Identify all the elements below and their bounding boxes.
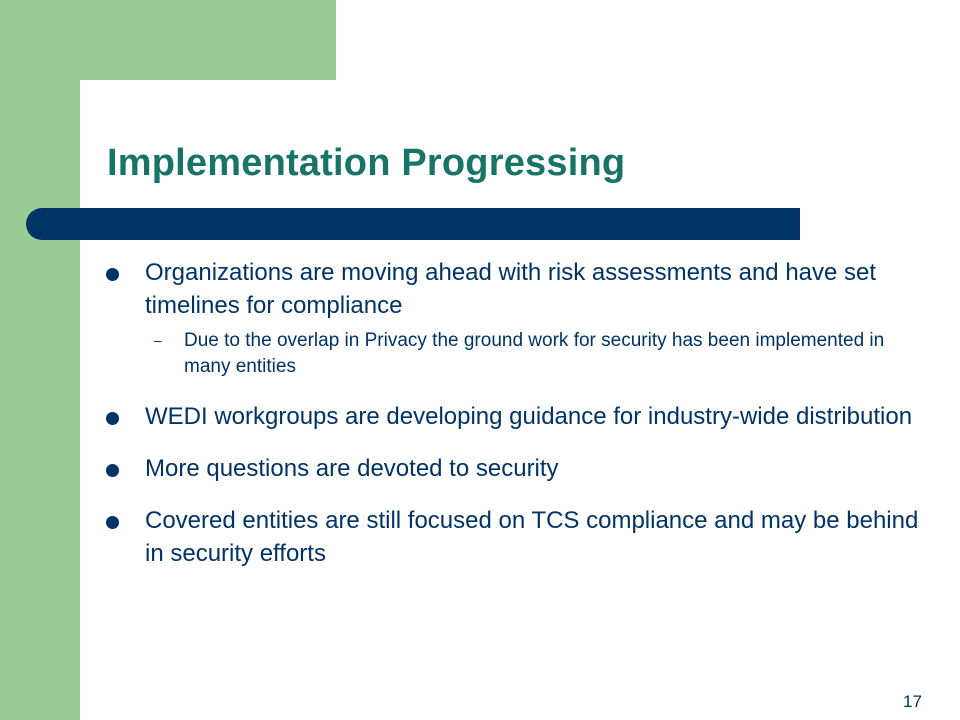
bullet-item: [106, 400, 926, 433]
page-number: 17: [903, 692, 922, 711]
bullet-item: [106, 256, 926, 322]
top-green-band: [80, 0, 336, 80]
dash-icon: –: [154, 332, 162, 348]
bullet-dot-icon: [106, 412, 119, 425]
sub-bullet-item: [106, 328, 926, 380]
sub-bullet-text: Due to the overlap in Privacy the ground work for security has been implemented in many entities: [184, 330, 885, 377]
bullet-text: WEDI workgroups are developing guidance for industry-wide distribution: [145, 403, 913, 430]
bullet-item: [106, 504, 926, 570]
title-underline-bar: [26, 208, 800, 240]
bullet-text: More questions are devoted to security: [145, 455, 559, 482]
bullet-list: [106, 256, 926, 570]
bullet-dot-icon: [106, 464, 119, 477]
bullet-dot-icon: [106, 268, 119, 281]
bullet-item: [106, 452, 926, 485]
left-green-band: [0, 0, 80, 720]
bullet-text: Covered entities are still focused on TCS compliance and may be behind in security efforts: [145, 507, 919, 567]
bullet-dot-icon: [106, 516, 119, 529]
slide-title: Implementation Progressing: [107, 142, 626, 184]
bullet-text: Organizations are moving ahead with risk assessments and have set timelines for compliance: [145, 259, 877, 319]
